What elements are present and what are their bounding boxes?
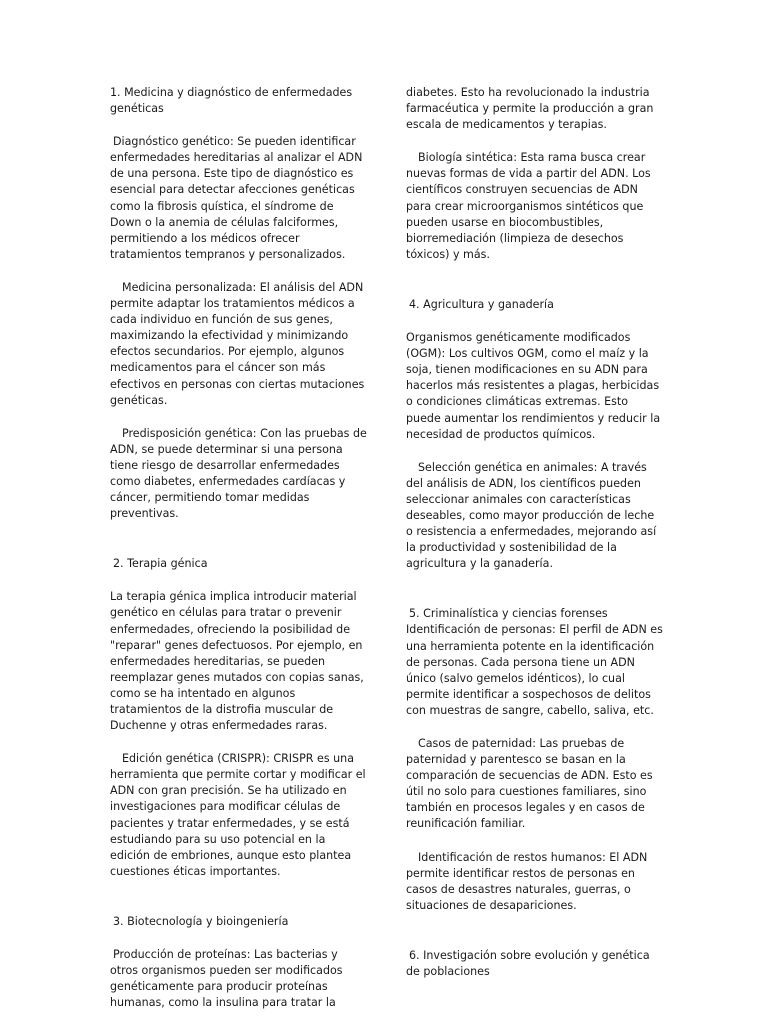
section-3-paragraph-proteinas: Producción de proteínas: Las bacterias y otros organismos pueden ser modificados genéticamente para producir proteínas humanas, como la insulina para tratar la	[110, 948, 343, 1010]
right-column	[406, 85, 664, 997]
section-4-heading: 4. Agricultura y ganadería	[409, 297, 554, 311]
section-2-heading: 2. Terapia génica	[113, 557, 208, 571]
section-1-paragraph-medicina-personalizada: Medicina personalizada: El análisis del ADN permite adaptar los tratamientos médicos a cada individuo en función de sus genes, maximizando la efectividad y minimizando efectos secundarios. Por ejemplo, algunos medicamentos para el cáncer son más efectivos en personas con ciertas mutaciones genéticas.	[110, 280, 365, 407]
section-5-paragraph-restos: Identificación de restos humanos: El ADN permite identificar restos de personas en casos de desastres naturales, guerras, o situaciones de desapariciones.	[406, 850, 648, 912]
section-5-paragraph-identificacion: Identificación de personas: El perfil de ADN es una herramienta potente en la identificación de personas. Cada persona tiene un ADN único (salvo gemelos idénticos), lo cual permite identificar a sospechosos de delitos con muestras de sangre, cabello, saliva, etc.	[406, 623, 663, 717]
section-5-heading: 5. Criminalística y ciencias forenses	[409, 607, 608, 621]
section-1-paragraph-predisposicion: Predisposición genética: Con las pruebas de ADN, se puede determinar si una persona tiene riesgo de desarrollar enfermedades como diabetes, enfermedades cardíacas y cáncer, permitiendo tomar medidas preventivas.	[110, 426, 367, 521]
section-2-paragraph-terapia: La terapia génica implica introducir material genético en células para tratar o prevenir enfermedades, ofreciendo la posibilidad de "reparar" genes defectuosos. Por ejemplo, en enfermedades hereditarias, se pueden reemplazar genes mutados con copias sanas, como se ha intentado en algunos tratamientos de la distrofia muscular de Duchenne y otras enfermedades raras.	[110, 590, 364, 733]
left-column	[110, 85, 368, 1028]
section-6-heading: 6. Investigación sobre evolución y genética de poblaciones	[406, 948, 650, 979]
section-5-paragraph-paternidad: Casos de paternidad: Las pruebas de paternidad y parentesco se basan en la comparación de secuencias de ADN. Esto es útil no solo para cuestiones familiares, sino también en procesos legales y en casos de reunificación familiar.	[406, 737, 653, 831]
section-4-paragraph-ogm: Organismos genéticamente modificados (OGM): Los cultivos OGM, como el maíz y la soja, tienen modificaciones en su ADN para hacerlos más resistentes a plagas, herbicidas o condiciones climáticas extremas. Esto puede aumentar los rendimientos y reducir la necesidad de productos químicos.	[406, 331, 661, 441]
section-3-heading: 3. Biotecnología y bioingeniería	[113, 914, 289, 928]
section-1-heading: 1. Medicina y diagnóstico de enfermedades genéticas	[110, 86, 353, 116]
section-3-paragraph-biologia-sintetica: Biología sintética: Esta rama busca crear nuevas formas de vida a partir del ADN. Los científicos construyen secuencias de ADN para crear microorganismos sintéticos que pueden usarse en biocombustibles, biorremediación (limpieza de desechos tóxicos) y más.	[406, 151, 651, 261]
section-2-paragraph-crispr: Edición genética (CRISPR): CRISPR es una herramienta que permite cortar y modificar el ADN con gran precisión. Se ha utilizado en investigaciones para modificar células de pacientes y tratar enfermedades, y se está estudiando para su uso potencial en la edición de embriones, aunque esto plantea cuestiones éticas importantes.	[110, 752, 366, 878]
section-4-paragraph-seleccion: Selección genética en animales: A través del análisis de ADN, los científicos pueden seleccionar animales con características deseables, como mayor producción de leche o resistencia a enfermedades, mejorando así la productividad y sostenibilidad de la agricultura y la ganadería.	[406, 460, 657, 571]
section-3-paragraph-continued: diabetes. Esto ha revolucionado la industria farmacéutica y permite la producción a gran escala de medicamentos y terapias.	[406, 86, 654, 132]
section-1-paragraph-diagnostico: Diagnóstico genético: Se pueden identificar enfermedades hereditarias al analizar el ADN de una persona. Este tipo de diagnóstico es esencial para detectar afecciones genéticas como la fibrosis quística, el síndrome de Down o la anemia de células falciformes, permitiendo a los médicos ofrecer tratamientos tempranos y personalizados.	[110, 135, 363, 261]
